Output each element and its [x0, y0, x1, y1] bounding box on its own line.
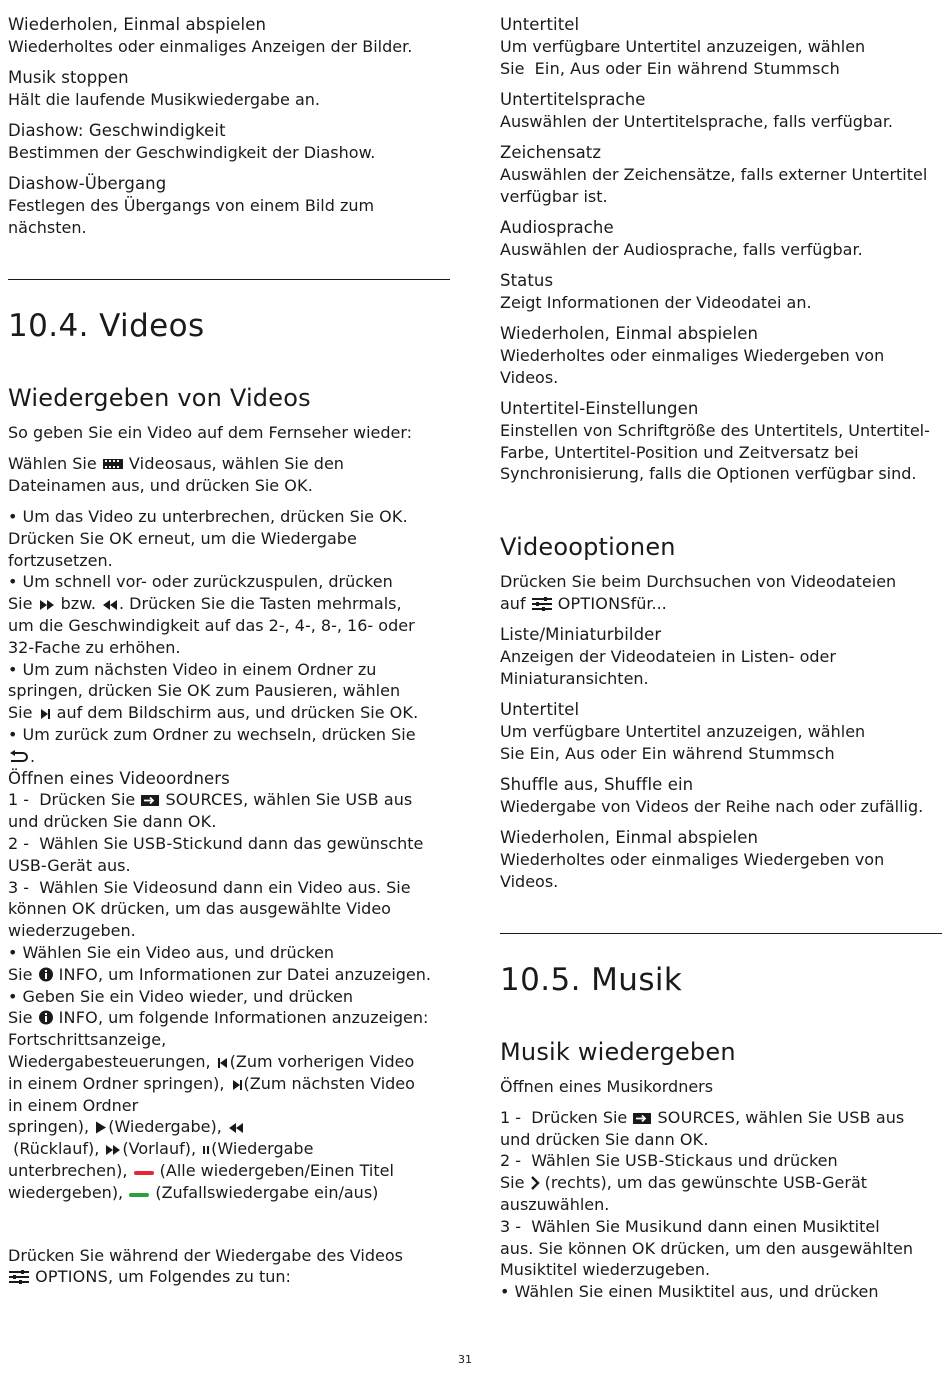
chevron-right-icon	[530, 1176, 540, 1190]
heading-status: Status	[500, 270, 554, 290]
bullet-select-music: • Wählen Sie einen Musiktitel aus, und drücken	[500, 1282, 879, 1302]
heading-repeat-video: Wiederholen, Einmal abspielen	[500, 324, 759, 344]
heading-open-video-folder: Öffnen eines Videoordners	[8, 768, 230, 788]
green-key-icon	[128, 1190, 150, 1200]
heading-stop-music: Musik stoppen	[8, 68, 129, 88]
section-title-video-options: Videooptionen	[500, 533, 676, 562]
info-icon	[38, 967, 54, 982]
skip-previous-icon	[216, 1057, 230, 1069]
music-step-1: 1 - Drücken Sie SOURCES, wählen Sie USB aus	[500, 1107, 905, 1127]
section-title-play-music: Musik wiedergeben	[500, 1037, 736, 1066]
step-3: 3 - Wählen Sie Videosund dann ein Video aus. Sie	[8, 877, 411, 897]
skip-next-icon	[230, 1079, 244, 1091]
play-icon	[94, 1121, 108, 1134]
fast-forward-icon	[38, 599, 56, 611]
heading-repeat: Wiederholen, Einmal abspielen	[8, 15, 267, 34]
options-icon	[531, 597, 553, 611]
heading-slideshow-transition: Diashow-Übergang	[8, 174, 167, 194]
rewind-icon	[101, 599, 119, 611]
heading-subtitle-language: Untertitelsprache	[500, 89, 646, 109]
heading-subtitles-2: Untertitel	[500, 700, 580, 720]
text-repeat: Wiederholtes oder einmaliges Anzeigen der Bilder.	[8, 36, 413, 56]
heading-audio-language: Audiosprache	[500, 217, 614, 237]
left-column: Wiederholen, Einmal abspielen Wiederholtes oder einmaliges Anzeigen der Bilder. Musik stoppen Hält die laufende Musikwiedergabe an. Diashow: Geschwindigkeit Bestimmen der Geschwindigkeit der Diashow. Diashow-Übergang Festlegen des Übergangs von einem Bild zum nächsten. 10.4. Videos Wiedergeben von Videos So geben Sie ein Video auf dem Fernseher wieder: Wählen Sie Videosaus, wählen Sie den Dateinamen aus, und drücken Sie OK. • Um das Video zu unterbrechen, drücken Sie OK. Drücken Sie OK erneut, um die Wiedergabe fortzusetzen. • Um schnell vor- oder zurückzuspulen, drücken Sie bzw. . Drücken Sie die Tasten mehrmals, um die Geschwindigkeit auf das 2-, 4-, 8-, 16- oder 32-Fache zu erhöhen. • Um zum nächsten Video in einem Ordner zu springen, drücken Sie OK zum Pausieren, wählen Sie auf dem Bildschirm aus, und drücken Sie OK. • Um zurück zum Ordner zu wechseln, drücken Sie . Öffnen eines Videoordners 1 - Drücken Sie SOURCES, wählen Sie USB aus und drücken Sie dann OK. 2 - Wählen Sie USB-Stickund dann das gewünschte USB-Gerät aus. 3 - Wählen Sie Videosund dann ein Video aus. Sie können OK drücken, um das ausgewählte Video wiederzugeben. • Wählen Sie ein Video aus, und drücken Sie INFO, um Informationen zur Datei anzuzeigen. • Geben Sie ein Video wieder, und drücken Sie INFO, um folgende Informationen anzuzeigen: Fortschrittsanzeige, Wiedergabesteuerungen, (Zum vorherigen Video in einem Ordner springen), (Zum nächsten Video in einem Ordner springen), (Wiedergabe), (Rücklauf), (Vorlauf), (Wiedergabe unterbrechen), (Alle wiedergeben/Einen Titel wiedergeben), (Zufallswiedergabe ein/aus) Drücken Sie während der Wiedergabe des Videos OPTIONS, um Folgendes zu tun:	[8, 14, 450, 1288]
text-options-during-playback: Drücken Sie während der Wiedergabe des Videos	[8, 1245, 403, 1265]
red-key-icon	[133, 1168, 155, 1178]
step-2: 2 - Wählen Sie USB-Stickund dann das gewünschte	[8, 834, 424, 854]
step-1: 1 - Drücken Sie SOURCES, wählen Sie USB aus	[8, 790, 413, 810]
back-icon	[8, 750, 30, 764]
heading-slideshow-speed: Diashow: Geschwindigkeit	[8, 121, 226, 141]
music-step-3: 3 - Wählen Sie Musikund dann einen Musiktitel	[500, 1216, 880, 1236]
intro-text: So geben Sie ein Video auf dem Fernseher wieder:	[8, 422, 413, 442]
fast-forward-icon	[104, 1144, 122, 1156]
text-stop-music: Hält die laufende Musikwiedergabe an.	[8, 89, 321, 109]
rewind-icon	[227, 1122, 245, 1134]
options-icon	[8, 1270, 30, 1284]
text-slideshow-transition-2: nächsten.	[8, 217, 87, 237]
skip-next-icon	[38, 708, 52, 720]
info-icon	[38, 1010, 54, 1025]
sources-icon	[632, 1112, 652, 1125]
heading-subtitle-settings: Untertitel-Einstellungen	[500, 398, 699, 418]
pause-icon	[201, 1144, 211, 1156]
bullet-next-video: • Um zum nächsten Video in einem Ordner zu	[8, 659, 377, 679]
chapter-title-videos: 10.4. Videos	[8, 307, 205, 344]
heading-charset: Zeichensatz	[500, 142, 602, 162]
sources-icon	[140, 794, 160, 807]
music-step-2: 2 - Wählen Sie USB-Stickaus und drücken	[500, 1151, 838, 1171]
heading-list-thumbnails: Liste/Miniaturbilder	[500, 625, 662, 645]
bullet-pause: • Um das Video zu unterbrechen, drücken Sie OK.	[8, 507, 408, 527]
text-slideshow-speed: Bestimmen der Geschwindigkeit der Diashow.	[8, 142, 376, 162]
heading-shuffle: Shuffle aus, Shuffle ein	[500, 775, 694, 795]
page-number: 31	[458, 1353, 472, 1366]
bullet-info: • Wählen Sie ein Video aus, und drücken	[8, 943, 335, 962]
heading-subtitles: Untertitel	[500, 15, 580, 34]
film-icon	[102, 457, 124, 471]
bullet-info-playback: • Geben Sie ein Video wieder, und drücken	[8, 986, 353, 1006]
paragraph-select-video: Wählen Sie Videosaus, wählen Sie den	[8, 453, 344, 473]
bullet-back: • Um zurück zum Ordner zu wechseln, drücken Sie	[8, 725, 416, 745]
paragraph-select-video-2: Dateinamen aus, und drücken Sie OK.	[8, 475, 313, 495]
chapter-title-music: 10.5. Musik	[500, 961, 683, 998]
bullet-seek: • Um schnell vor- oder zurückzuspulen, drücken	[8, 572, 393, 592]
right-column: Untertitel Um verfügbare Untertitel anzuzeigen, wählen Sie Ein, Aus oder Ein während Stummsch Untertitelsprache Auswählen der Untertitelsprache, falls verfügbar. Zeichensatz Auswählen der Zeichensätze, falls externer Untertitel verfügbar ist. Audiosprache Auswählen der Audiosprache, falls verfügbar. Status Zeigt Informationen der Videodatei an. Wiederholen, Einmal abspielen Wiederholtes oder einmaliges Wiedergeben von Videos. Untertitel-Einstellungen Einstellen von Schriftgröße des Untertitels, Untertitel- Farbe, Untertitel-Position und Zeitversatz bei Synchronisierung, falls die Optionen verfügbar sind. Videooptionen Drücken Sie beim Durchsuchen von Videodateien auf OPTIONSfür... Liste/Miniaturbilder Anzeigen der Videodateien in Listen- oder Miniaturansichten. Untertitel Um verfügbare Untertitel anzuzeigen, wählen Sie Ein, Aus oder Ein während Stummsch Shuffle aus, Shuffle ein Wiedergabe von Videos der Reihe nach oder zufällig. Wiederholen, Einmal abspielen Wiederholtes oder einmaliges Wiedergeben von Videos. 10.5. Musik Musik wiedergeben Öffnen eines Musikordners 1 - Drücken Sie SOURCES, wählen Sie USB aus und drücken Sie dann OK. 2 - Wählen Sie USB-Stickaus und drücken Sie (rechts), um das gewünschte USB-Gerät auszuwählen. 3 - Wählen Sie Musikund dann einen Musiktitel aus. Sie können OK drücken, um den ausgewählten Musiktitel wiederzugeben. • Wählen Sie einen Musiktitel aus, und drücken	[500, 14, 942, 1303]
heading-repeat-video-2: Wiederholen, Einmal abspielen	[500, 828, 759, 848]
section-title-play-videos: Wiedergeben von Videos	[8, 383, 311, 412]
text-slideshow-transition-1: Festlegen des Übergangs von einem Bild zum	[8, 196, 375, 216]
